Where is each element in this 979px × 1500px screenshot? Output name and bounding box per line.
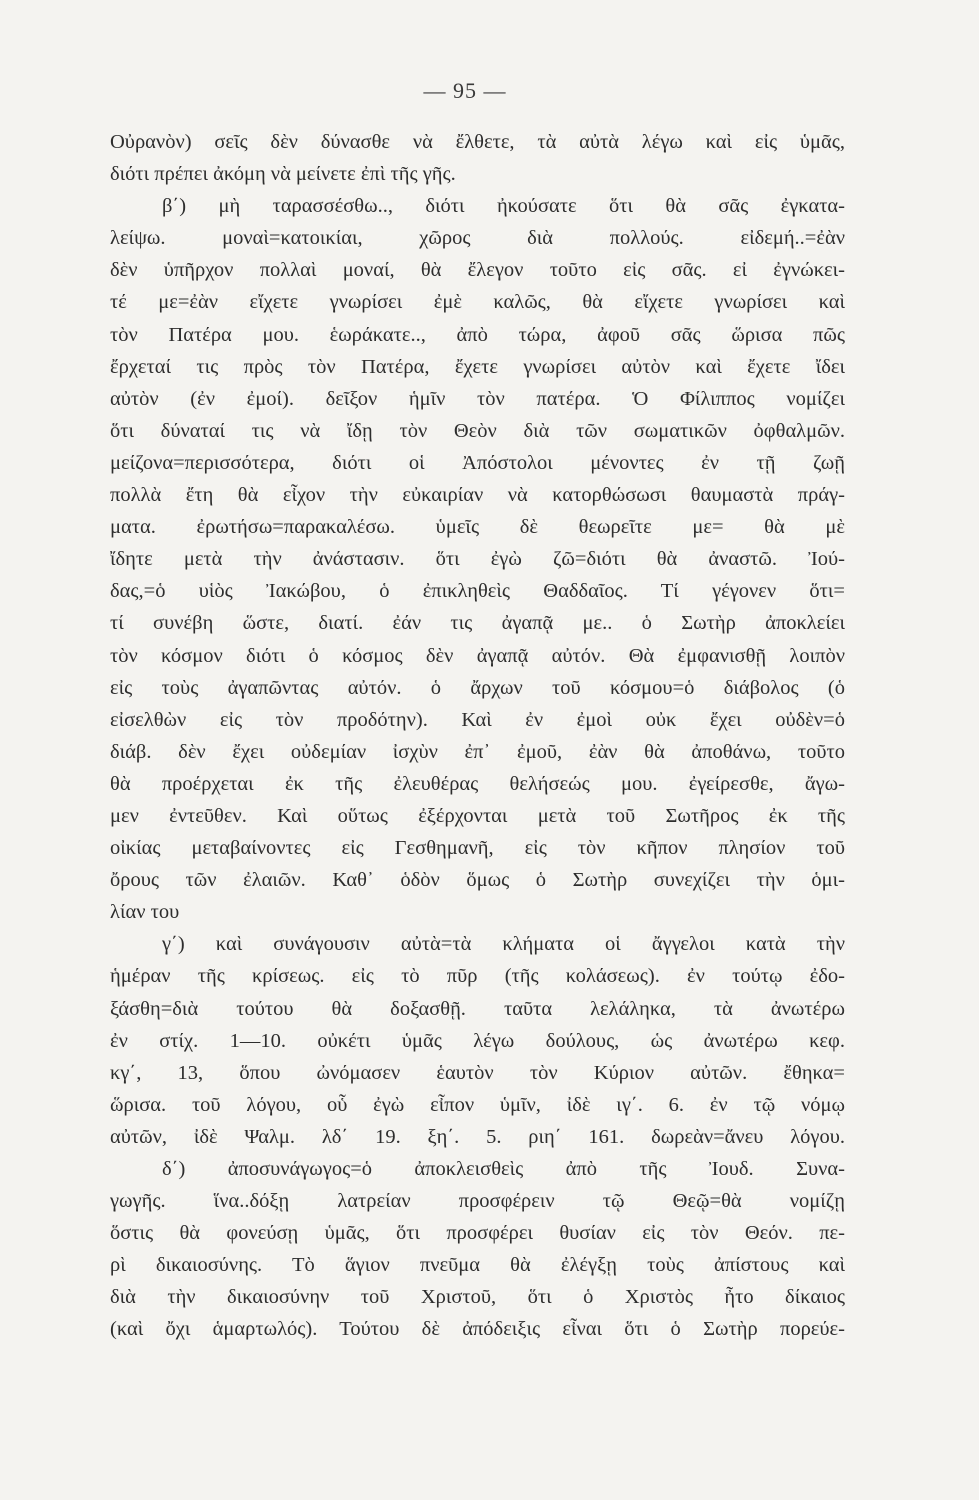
page-number: — 95 —	[423, 78, 507, 103]
text-line: κγ΄, 13, ὅπου ὠνόμασεν ἑαυτὸν τὸν Κύριον αὐτῶν. ἔθηκα=	[110, 1061, 845, 1084]
text-line: β΄) μὴ ταρασσέσθω.., διότι ἠκούσατε ὅτι θὰ σᾶς ἐγκατα-	[162, 195, 845, 218]
text-line: ξάσθη=διὰ τούτου θὰ δοξασθῇ. ταῦτα λελάληκα, τὰ ἀνωτέρω	[110, 997, 845, 1020]
text-line: αὐτὸν (ἐν ἐμοί). δεῖξον ἡμῖν τὸν πατέρα. Ὁ Φίλιππος νομίζει	[110, 387, 845, 410]
text-line: δας,=ὁ υἱὸς Ἰακώβου, ὁ ἐπικληθεὶς Θαδδαῖος. Τί γέγονεν ὅτι=	[110, 580, 845, 603]
text-line: τὸν κόσμον διότι ὁ κόσμος δὲν ἀγαπᾷ αὐτόν. Θὰ ἐμφανισθῇ λοιπὸν	[110, 644, 845, 667]
text-line: τέ με=ἐὰν εἴχετε γνωρίσει ἐμὲ καλῶς, θὰ εἴχετε γνωρίσει καὶ	[110, 291, 845, 314]
text-line: (καὶ ὄχι ἁμαρτωλός). Τούτου δὲ ἀπόδειξις εἶναι ὅτι ὁ Σωτὴρ πορεύε-	[110, 1318, 845, 1341]
text-line: εἰσελθὼν εἰς τὸν προδότην). Καὶ ἐν ἐμοὶ οὐκ ἔχει οὐδὲν=ὁ	[110, 708, 845, 731]
text-line: ὥρισα. τοῦ λόγου, οὗ ἐγὼ εἶπον ὑμῖν, ἰδὲ ιγ΄. 6. ἐν τῷ νόμῳ	[110, 1093, 845, 1116]
text-line: δ΄) ἀποσυνάγωγος=ὁ ἀποκλεισθεὶς ἀπὸ τῆς Ἰουδ. Συνα-	[162, 1158, 845, 1180]
text-line: πολλὰ ἔτη θὰ εἶχον τὴν εὐκαιρίαν νὰ κατορθώσωσι θαυμαστὰ πράγ-	[110, 484, 845, 507]
text-line: ὅτι δύναταί τις νὰ ἴδῃ τὸν Θεὸν διὰ τῶν σωματικῶν ὀφθαλμῶν.	[110, 419, 845, 442]
text-line: αὐτῶν, ἰδὲ Ψαλμ. λδ΄ 19. ξη΄. 5. ριη΄ 161. δωρεὰν=ἄνευ λόγου.	[110, 1125, 845, 1148]
text-line: ἴδητε μετὰ τὴν ἀνάστασιν. ὅτι ἐγὼ ζῶ=διότι θὰ ἀναστῶ. Ἰού-	[110, 548, 845, 571]
text-line: γωγῆς. ἵνα..δόξῃ λατρείαν προσφέρειν τῷ Θεῷ=θὰ νομίζῃ	[110, 1190, 845, 1213]
text-line: διὰ τὴν δικαιοσύνην τοῦ Χριστοῦ, ὅτι ὁ Χριστὸς ἦτο δίκαιος	[110, 1286, 845, 1309]
text-line: ὄρους τῶν ἐλαιῶν. Καθ᾽ ὁδὸν ὅμως ὁ Σωτὴρ συνεχίζει τὴν ὁμι-	[110, 869, 845, 892]
text-line: λείψω. μοναὶ=κατοικίαι, χῶρος διὰ πολλούς. εἰδεμή..=ἐὰν	[110, 227, 845, 250]
text-line: θὰ προέρχεται ἐκ τῆς ἐλευθέρας θελήσεώς μου. ἐγείρεσθε, ἄγω-	[110, 772, 845, 795]
text-line: εἰς τοὺς ἀγαπῶντας αὐτόν. ὁ ἄρχων τοῦ κόσμου=ὁ διάβολος (ὁ	[110, 676, 845, 699]
text-line: λίαν του	[110, 901, 180, 924]
text-line: γ΄) καὶ συνάγουσιν αὐτὰ=τὰ κλήματα οἱ ἄγγελοι κατὰ τὴν	[162, 933, 845, 956]
text-line: τὸν Πατέρα μου. ἑωράκατε.., ἀπὸ τώρα, ἀφοῦ σᾶς ὥρισα πῶς	[110, 323, 845, 346]
text-line: ἐν στίχ. 1—10. οὐκέτι ὑμᾶς λέγω δούλους, ὡς ἀνωτέρω κεφ.	[110, 1029, 845, 1052]
text-line: δὲν ὑπῆρχον πολλαὶ μοναί, θὰ ἔλεγον τοῦτο εἰς σᾶς. εἰ ἐγνώκει-	[110, 259, 845, 282]
text-line: τί συνέβη ὥστε, διατί. ἐάν τις ἀγαπᾷ με.. ὁ Σωτὴρ ἀποκλείει	[110, 612, 845, 635]
text-line: Οὐρανὸν) σεῖς δὲν δύνασθε νὰ ἔλθετε, τὰ αὐτὰ λέγω καὶ εἰς ὑμᾶς,	[110, 131, 845, 153]
text-line: μείζονα=περισσότερα, διότι οἱ Ἀπόστολοι μένοντες ἐν τῇ ζωῇ	[110, 451, 845, 474]
body-text	[110, 126, 845, 1346]
text-line: διάβ. δὲν ἔχει οὐδεμίαν ἰσχὺν ἐπ᾽ ἐμοῦ, ἐὰν θὰ ἀποθάνω, τοῦτο	[110, 740, 845, 763]
text-line: ἔρχεταί τις πρὸς τὸν Πατέρα, ἔχετε γνωρίσει αὐτὸν καὶ ἔχετε ἴδει	[110, 355, 845, 378]
text-line: ἡμέραν τῆς κρίσεως. εἰς τὸ πῦρ (τῆς κολάσεως). ἐν τούτῳ ἐδο-	[110, 965, 845, 988]
text-line: ματα. ἐρωτήσω=παρακαλέσω. ὑμεῖς δὲ θεωρεῖτε με= θὰ μὲ	[110, 516, 845, 539]
text-line: ρὶ δικαιοσύνης. Τὸ ἅγιον πνεῦμα θὰ ἐλέγξῃ τοὺς ἀπίστους καὶ	[110, 1254, 845, 1277]
text-line: οἰκίας μεταβαίνοντες εἰς Γεσθημανῆ, εἰς τὸν κῆπον πλησίον τοῦ	[110, 837, 845, 860]
text-line: διότι πρέπει ἀκόμη νὰ μείνετε ἐπὶ τῆς γῆς.	[110, 163, 456, 186]
text-line: μεν ἐντεῦθεν. Καὶ οὕτως ἐξέρχονται μετὰ τοῦ Σωτῆρος ἐκ τῆς	[110, 804, 845, 827]
text-line: ὅστις θὰ φονεύσῃ ὑμᾶς, ὅτι προσφέρει θυσίαν εἰς τὸν Θεόν. πε-	[110, 1222, 845, 1245]
